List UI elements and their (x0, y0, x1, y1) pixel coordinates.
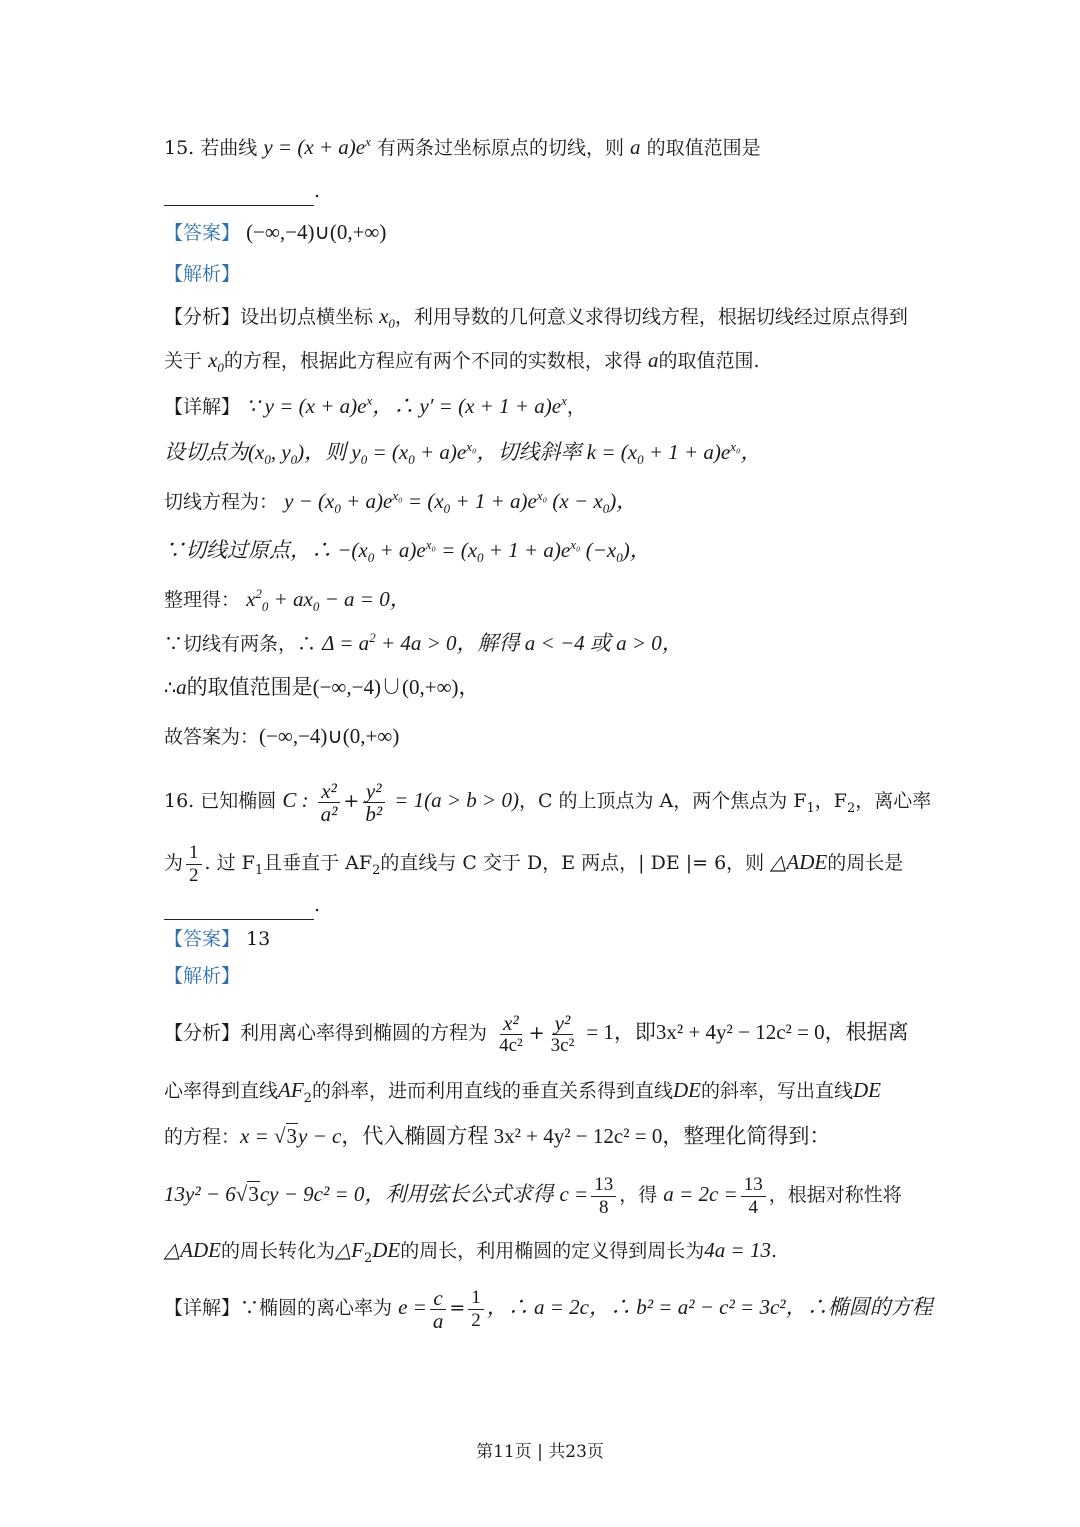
detail-15-line6: ∵切线有两条，∴ $\Delta = a^2 + 4a > 0$，解得 a < −4 或 a > 0， (164, 630, 683, 655)
analysis-heading (164, 961, 924, 991)
fenxi-16-line3: 的方程：x = √3y − c，代入椭圆方程 3x² + 4y² − 12c² = 0，整理化简得到： (164, 1124, 831, 1148)
detail-tag: 【详解】 (164, 1297, 241, 1319)
detail-16-line1: 【详解】∵椭圆的离心率为 e = $\frac{c}{a}$ = $\frac{1}{2}$ ，∴ a = 2c，∴ b² = a² − c² = 3c²，∴椭圆的方程 (164, 1285, 933, 1333)
detail-15-line8: 故答案为：(−∞,−4)∪(0,+∞) (164, 724, 400, 748)
answer-blank (164, 897, 314, 920)
question-16-line1: 16. 已知椭圆 C : $\frac{\text{x²}}{\text{a²}}$ + $\frac{\text{y²}}{\text{b²}}$ = 1(a > b > 0)，C 的上顶点为 A，两个焦点为 $F_1$，$F_2$，离心率 (164, 778, 932, 826)
fraction: $\frac{1}{2}$ (468, 1287, 484, 1332)
fraction: $\frac{\text{x²}}{\text{4c²}}$ (499, 1010, 523, 1056)
page-footer: 第11页 | 共23页 (476, 1442, 604, 1462)
question-text: 的取值范围是 (646, 137, 761, 159)
detail-tag: 【详解】 (164, 396, 241, 418)
fraction: $\frac{13}{4}$ (741, 1174, 766, 1219)
fraction: $\frac{13}{8}$ (591, 1174, 616, 1219)
answer-tag: 【答案】 (164, 222, 241, 244)
detail-15-line7: ∴a的取值范围是(−∞,−4)∪(0,+∞)， (164, 675, 480, 699)
variable: a (630, 135, 641, 159)
curve-formula: $y = (x + a)e^x$ (263, 134, 371, 159)
fenxi-16-line1: 【分析】利用离心率得到椭圆的方程为 $\frac{\text{x²}}{\text{4c²}}$ + $\frac{\text{y²}}{\text{3c²}}$ = 1，即3x² + 4y² − 12c² = 0，根据离 (164, 1010, 909, 1056)
detail-15-line2: 设切点为($x_0$, $y_0$)，则 $y_0 = (x_0 + a)e^{x_0}$，切线斜率 $k = (x_0 + 1 + a)e^{x_0}$， (164, 439, 762, 468)
question-15 (164, 132, 924, 163)
analysis-tag: 【解析】 (164, 263, 241, 285)
answer-15 (164, 217, 924, 248)
analysis-tag: 【解析】 (164, 965, 241, 987)
question-number: 16. (164, 790, 195, 812)
detail-15-line4: ∵切线过原点，∴ $-(x_0 + a)e^{x_0} = (x_0 + 1 + a)e^{x_0}$ $(-x_0)$， (164, 537, 651, 566)
question-text: 若曲线 (200, 137, 258, 159)
fenxi-16-line4: 13y² − 6√3cy − 9c² = 0，利用弦长公式求得 c = $\frac{13}{8}$ ，得 a = 2c = $\frac{13}{4}$ ，根据对称性将 (164, 1173, 902, 1218)
answer-blank (164, 183, 314, 206)
detail-15-line1: 【详解】 ∵ $y = (x + a)e^x$，∴ $y' = (x + 1 + a)e^x$， (164, 393, 586, 418)
fenxi-16-line5: △ADE的周长转化为$\triangle F_2DE$的周长，利用椭圆的定义得到周长为4a = 13. (164, 1238, 777, 1266)
answer-blank-line: . (164, 176, 924, 206)
fraction: $\frac{c}{a}$ (430, 1287, 447, 1332)
answer-16 (164, 924, 924, 954)
detail-15-line3: 切线方程为： $y - (x_0 + a)e^{x_0} = (x_0 + 1 + a)e^{x_0}$ $(x - x_0)$， (164, 488, 638, 517)
fraction: $\frac{\text{y²}}{\text{3c²}}$ (550, 1010, 575, 1056)
fenxi-15-line2: 关于 $x_0$的方程，根据此方程应有两个不同的实数根，求得 a的取值范围. (164, 348, 760, 376)
fenxi-tag: 【分析】 (164, 1022, 241, 1044)
question-number: 15. (164, 137, 195, 159)
analysis-heading (164, 259, 924, 289)
question-16-line2: 为 $\frac{1}{2}$ . 过 $F_1$且垂直于 $AF_2$的直线与 C 交于 D，E 两点，| DE |= 6，则 △ADE的周长是 (164, 841, 904, 886)
fraction: $\frac{\text{y²}}{\text{b²}}$ (362, 780, 385, 825)
answer-value: (−∞,−4)∪(0,+∞) (246, 220, 387, 244)
fenxi-tag: 【分析】 (164, 306, 241, 328)
answer-value: 13 (246, 928, 271, 950)
fenxi-16-line2: 心率得到直线$AF_2$的斜率，进而利用直线的垂直关系得到直线DE的斜率，写出直线DE (164, 1078, 881, 1106)
answer-blank-line: . (164, 890, 924, 920)
question-text: 有两条过坐标原点的切线，则 (376, 137, 624, 159)
answer-tag: 【答案】 (164, 928, 241, 950)
fenxi-15-line1: 【分析】设出切点横坐标 $x_0$，利用导数的几何意义求得切线方程，根据切线经过原点得到 (164, 304, 908, 332)
detail-15-line5: 整理得： $x^2_0 + ax_0 - a = 0$， (164, 586, 411, 615)
fraction: $\frac{1}{2}$ (186, 842, 202, 887)
fraction: $\frac{\text{x²}}{\text{a²}}$ (318, 780, 341, 825)
